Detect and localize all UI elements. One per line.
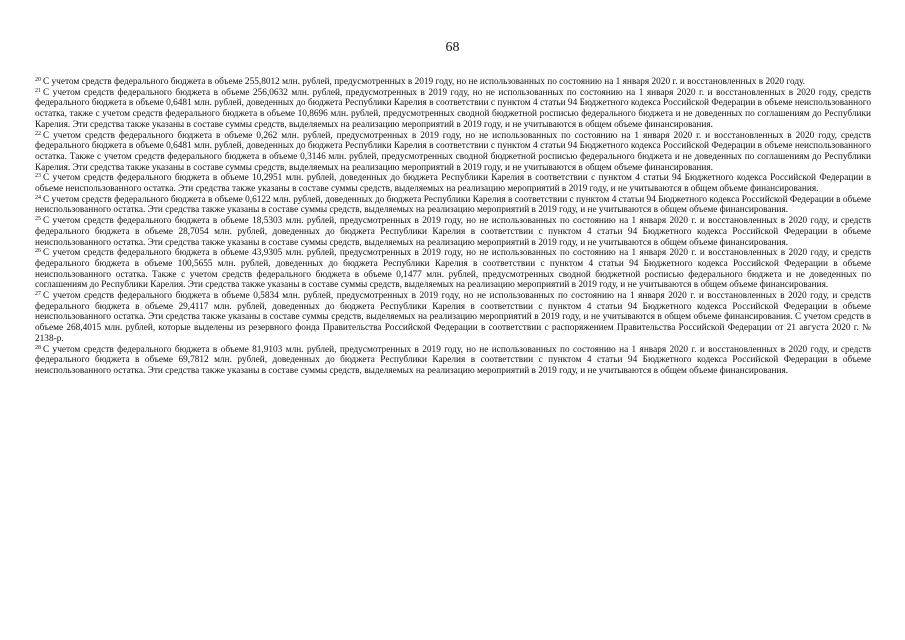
footnote-number: 28 xyxy=(35,344,41,351)
footnote xyxy=(35,173,871,194)
footnote-text: С учетом средств федерального бюджета в объеме 81,9103 млн. рублей, предусмотренных в 2019 году, но не использованных по состоянию на 1 января 2020 г. и восстановленных в 2020 году, и средств федерального бюджета в объеме 69,7812 млн. рублей, доведенных до бюджета Республики Карелия в соответствии с пунктом 4 статьи 94 Бюджетного кодекса Российской Федерации в объеме неиспользованного остатка. Эти средства также указаны в составе суммы средств, выделяемых на реализацию мероприятий в 2019 году, и не учитываются в общем объеме финансирования. xyxy=(35,344,871,376)
footnote xyxy=(35,345,871,377)
footnote-number: 25 xyxy=(35,216,41,223)
footnote-text: С учетом средств федерального бюджета в объеме 0,6122 млн. рублей, доведенных до бюджета Республики Карелия в соответствии с пунктом 4 статьи 94 Бюджетного кодекса Российской Федерации в объеме неиспользованного остатка. Эти средства также указаны в составе суммы средств, выделяемых на реализацию мероприятий в 2019 году, и не учитываются в общем объеме финансирования. xyxy=(35,194,871,216)
footnote-text: С учетом средств федерального бюджета в объеме 43,9305 млн. рублей, предусмотренных в 2019 году, но не использованных по состоянию на 1 января 2020 г. и восстановленных в 2020 году, и средств федерального бюджета в объеме 100,5655 млн. рублей, доведенных до бюджета Республики Карелия в соответствии с пунктом 4 статьи 94 Бюджетного кодекса Российской Федерации в объеме неиспользованного остатка. Также с учетом средств федерального бюджета в объеме 0,1477 млн. рублей, предусмотренных сводной бюджетной росписью федерального бюджета и не доведенных по соглашениям до Республики Карелия. Эти средства также указаны в составе суммы средств, выделяемых на реализацию мероприятий в 2019 году, и не учитываются в общем объеме финансирования. xyxy=(35,248,871,291)
footnote-number: 20 xyxy=(35,77,41,83)
footnote xyxy=(35,291,871,345)
footnote-text: С учетом средств федерального бюджета в объеме 0,5834 млн. рублей, предусмотренных в 2019 году, но не использованных по состоянию на 1 января 2020 г. и восстановленных в 2020 году, и средств федерального бюджета в объеме 29,4117 млн. рублей, доведенных до бюджета Республики Карелия в соответствии с пунктом 4 статьи 94 Бюджетного кодекса Российской Федерации в объеме неиспользованного остатка. Эти средства также указаны в составе суммы средств, выделяемых на реализацию мероприятий в 2019 году, и не учитываются в общем объеме финансирования. С учетом средств в объеме 268,4015 млн. рублей, которые выделены из резервного фонда Правительства Российской Федерации в соответствии с распоряжением Правительства Российской Федерации от 21 августа 2020 г. № 2138-р. xyxy=(35,291,871,344)
footnote-text: С учетом средств федерального бюджета в объеме 10,2951 млн. рублей, доведенных до бюджета Республики Карелия в соответствии с пунктом 4 статьи 94 Бюджетного кодекса Российской Федерации в объеме неиспользованного остатка. Эти средства также указаны в составе суммы средств, выделяемых на реализацию мероприятий в 2019 году, и не учитываются в общем объеме финансирования. xyxy=(35,173,871,195)
footnote-number: 27 xyxy=(35,291,41,298)
footnote-text: С учетом средств федерального бюджета в объеме 255,8012 млн. рублей, предусмотренных в 2019 году, но не использованных по состоянию на 1 января 2020 г. и восстановленных в 2020 году. xyxy=(43,77,806,87)
footnote-text: С учетом средств федерального бюджета в объеме 0,262 млн. рублей, предусмотренных в 2019 году, но не использованных по состоянию на 1 января 2020 г. и восстановленных в 2020 году, средств федерального бюджета в объеме 0,6481 млн. рублей, доведенных до бюджета Республики Карелия в соответствии с пунктом 4 статьи 94 Бюджетного кодекса Российской Федерации в объеме неиспользованного остатка. Также с учетом средств федерального бюджета в объеме 0,3146 млн. рублей, предусмотренных сводной бюджетной росписью федерального бюджета и не доведенных по соглашениям до Республики Карелия. Эти средства также указаны в составе суммы средств, выделяемых на реализацию мероприятий в 2019 году, и не учитываются в общем объеме финансирования. xyxy=(35,130,871,173)
footnote-number: 21 xyxy=(35,87,41,94)
footnote xyxy=(35,88,871,131)
footnote xyxy=(35,248,871,291)
footnote-number: 22 xyxy=(35,130,41,137)
footnote-text: С учетом средств федерального бюджета в объеме 18,5303 млн. рублей, предусмотренных в 2019 году, но не использованных по состоянию на 1 января 2020 г. и восстановленных в 2020 году, и средств федерального бюджета в объеме 28,7054 млн. рублей, доведенных до бюджета Республики Карелия в соответствии с пунктом 4 статьи 94 Бюджетного кодекса Российской Федерации в объеме неиспользованного остатка. Эти средства также указаны в составе суммы средств, выделяемых на реализацию мероприятий в 2019 году, и не учитываются в общем объеме финансирования. xyxy=(35,216,871,248)
page-number: 68 xyxy=(445,40,460,55)
footnote-number: 26 xyxy=(35,248,41,255)
footnote xyxy=(35,195,871,216)
footnote xyxy=(35,131,871,174)
footnotes-section xyxy=(35,77,871,377)
footnote-number: 24 xyxy=(35,194,41,201)
footnote-number: 23 xyxy=(35,173,41,180)
footnote xyxy=(35,216,871,248)
footnote-text: С учетом средств федерального бюджета в объеме 256,0632 млн. рублей, предусмотренных в 2019 году, но не использованных по состоянию на 1 января 2020 г. и восстановленных в 2020 году, средств федерального бюджета в объеме 0,6481 млн. рублей, доведенных до бюджета Республики Карелия в соответствии с пунктом 4 статьи 94 Бюджетного кодекса Российской Федерации в объеме неиспользованного остатка, также с учетом средств федерального бюджета в объеме 10,8696 млн. рублей, предусмотренных сводной бюджетной росписью федерального бюджета и не доведенных по соглашениям до Республики Карелия. Эти средства также указаны в составе суммы средств, выделяемых на реализацию мероприятий в 2019 году, и не учитываются в общем объеме финансирования. xyxy=(35,87,871,130)
footnote xyxy=(35,77,871,88)
